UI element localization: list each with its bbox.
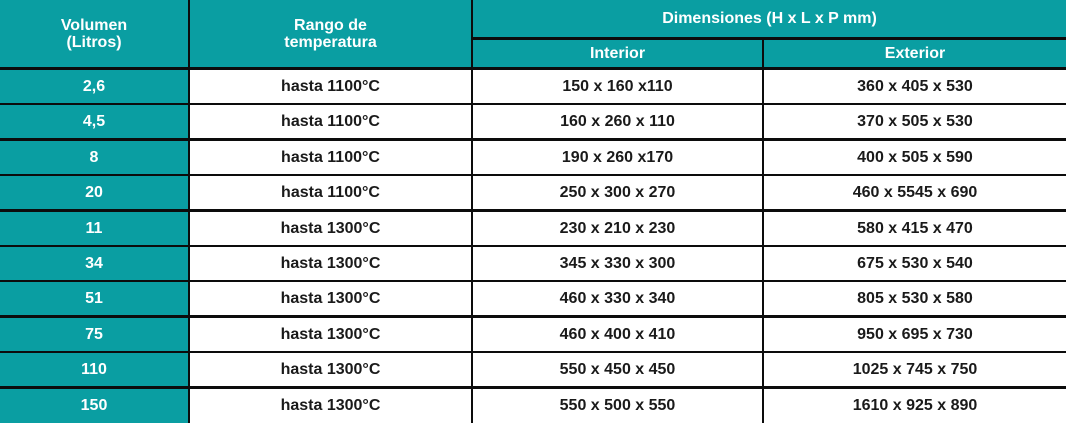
- interior-dimensions-cell: 150 x 160 x110: [473, 70, 762, 103]
- exterior-dimensions-cell: 1025 x 745 x 750: [764, 353, 1066, 386]
- exterior-dimensions-cell: 400 x 505 x 590: [764, 141, 1066, 174]
- volume-cell: 4,5: [0, 105, 188, 138]
- temperature-cell: hasta 1100°C: [190, 176, 471, 209]
- temperature-cell: hasta 1300°C: [190, 247, 471, 280]
- header-exterior: Exterior: [764, 40, 1066, 67]
- exterior-dimensions-cell: 580 x 415 x 470: [764, 212, 1066, 245]
- interior-dimensions-cell: 550 x 500 x 550: [473, 389, 762, 423]
- header-temperature: Rango de temperatura: [190, 0, 471, 67]
- temperature-cell: hasta 1100°C: [190, 105, 471, 138]
- volume-cell: 75: [0, 318, 188, 351]
- exterior-dimensions-cell: 950 x 695 x 730: [764, 318, 1066, 351]
- interior-dimensions-cell: 345 x 330 x 300: [473, 247, 762, 280]
- exterior-dimensions-cell: 370 x 505 x 530: [764, 105, 1066, 138]
- interior-dimensions-cell: 460 x 400 x 410: [473, 318, 762, 351]
- exterior-dimensions-cell: 1610 x 925 x 890: [764, 389, 1066, 423]
- interior-dimensions-cell: 160 x 260 x 110: [473, 105, 762, 138]
- temperature-cell: hasta 1300°C: [190, 212, 471, 245]
- interior-dimensions-cell: 190 x 260 x170: [473, 141, 762, 174]
- temperature-cell: hasta 1300°C: [190, 282, 471, 315]
- exterior-dimensions-cell: 675 x 530 x 540: [764, 247, 1066, 280]
- volume-cell: 11: [0, 212, 188, 245]
- interior-dimensions-cell: 550 x 450 x 450: [473, 353, 762, 386]
- interior-dimensions-cell: 460 x 330 x 340: [473, 282, 762, 315]
- temperature-cell: hasta 1100°C: [190, 141, 471, 174]
- temperature-cell: hasta 1300°C: [190, 353, 471, 386]
- header-volume: Volumen (Litros): [0, 0, 188, 67]
- temperature-cell: hasta 1300°C: [190, 389, 471, 423]
- exterior-dimensions-cell: 805 x 530 x 580: [764, 282, 1066, 315]
- temperature-cell: hasta 1100°C: [190, 70, 471, 103]
- exterior-dimensions-cell: 460 x 5545 x 690: [764, 176, 1066, 209]
- volume-cell: 8: [0, 141, 188, 174]
- temperature-cell: hasta 1300°C: [190, 318, 471, 351]
- volume-cell: 20: [0, 176, 188, 209]
- exterior-dimensions-cell: 360 x 405 x 530: [764, 70, 1066, 103]
- interior-dimensions-cell: 230 x 210 x 230: [473, 212, 762, 245]
- header-interior: Interior: [473, 40, 762, 67]
- volume-cell: 150: [0, 389, 188, 423]
- volume-cell: 2,6: [0, 70, 188, 103]
- volume-cell: 110: [0, 353, 188, 386]
- interior-dimensions-cell: 250 x 300 x 270: [473, 176, 762, 209]
- header-dimensions: Dimensiones (H x L x P mm): [473, 0, 1066, 37]
- volume-cell: 34: [0, 247, 188, 280]
- volume-cell: 51: [0, 282, 188, 315]
